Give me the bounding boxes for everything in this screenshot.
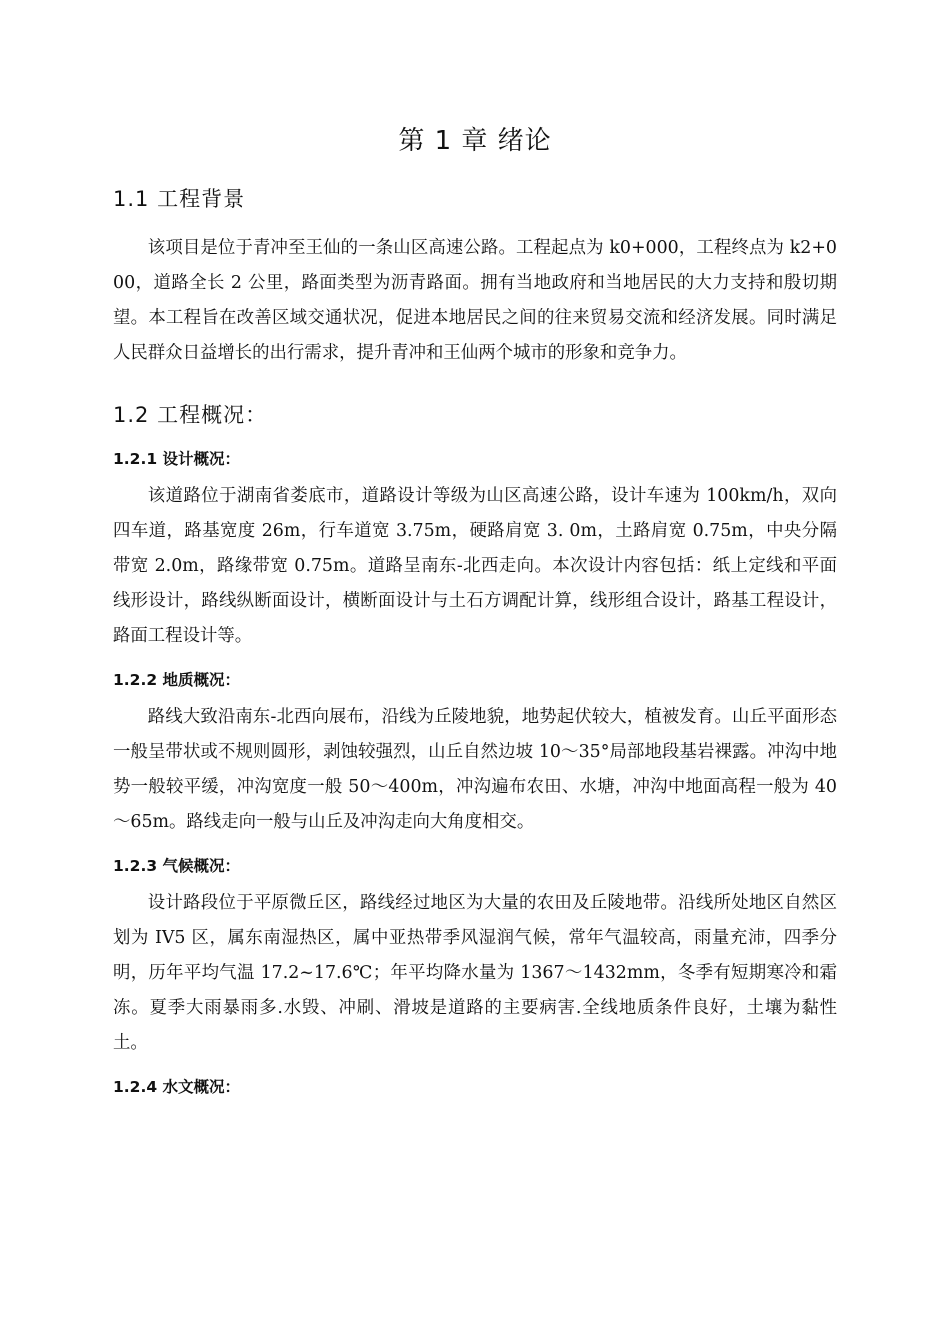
subsection-heading-1-2-4: 1.2.4 水文概况： [113,1078,241,1096]
subsection-heading-1-2-3: 1.2.3 气候概况： [113,857,241,875]
subsection-heading-1-2-1: 1.2.1 设计概况： [113,450,241,468]
section-1-1-paragraph: 该项目是位于青冲至王仙的一条山区高速公路。工程起点为 k0+000，工程终点为 k2+000，道路全长 2 公里，路面类型为沥青路面。拥有当地政府和当地居民的大力支持和殷切期望。本工程旨在改善区域交通状况，促进本地居民之间的往来贸易交流和经济发展。同时满足人民群众日益增长的出行需求，提升青冲和王仙两个城市的形象和竞争力。 [113,238,837,363]
subsection-heading-1-2-2: 1.2.2 地质概况： [113,671,241,689]
section-heading-1-1: 1.1 工程背景 [113,187,246,211]
chapter-title: 第 1 章 绪论 [398,126,552,156]
subsection-1-2-2-paragraph: 路线大致沿南东-北西向展布，沿线为丘陵地貌，地势起伏较大，植被发育。山丘平面形态一般呈带状或不规则圆形，剥蚀较强烈，山丘自然边坡 10～35°局部地段基岩裸露。冲沟中地势一般较平缓，冲沟宽度一般 50～400m，冲沟遍布农田、水塘，冲沟中地面高程一般为 40～65m。路线走向一般与山丘及冲沟走向大角度相交。 [113,707,837,832]
subsection-1-2-3-paragraph: 设计路段位于平原微丘区，路线经过地区为大量的农田及丘陵地带。沿线所处地区自然区划为 IV5 区，属东南湿热区，属中亚热带季风湿润气候，常年气温较高，雨量充沛，四季分明，历年平均气温 17.2~17.6℃；年平均降水量为 1367～1432mm，冬季有短期寒冷和霜冻。夏季大雨暴雨多.水毁、冲刷、滑坡是道路的主要病害.全线地质条件良好，土壤为黏性土。 [113,893,837,1053]
section-heading-1-2: 1.2 工程概况： [113,403,268,427]
subsection-1-2-1-paragraph: 该道路位于湖南省娄底市，道路设计等级为山区高速公路，设计车速为 100km/h，双向四车道，路基宽度 26m，行车道宽 3.75m，硬路肩宽 3. 0m，土路肩宽 0.75m，中央分隔带宽 2.0m，路缘带宽 0.75m。道路呈南东-北西走向。本次设计内容包括：纸上定线和平面线形设计，路线纵断面设计，横断面设计与土石方调配计算，线形组合设计，路基工程设计，路面工程设计等。 [113,486,837,646]
